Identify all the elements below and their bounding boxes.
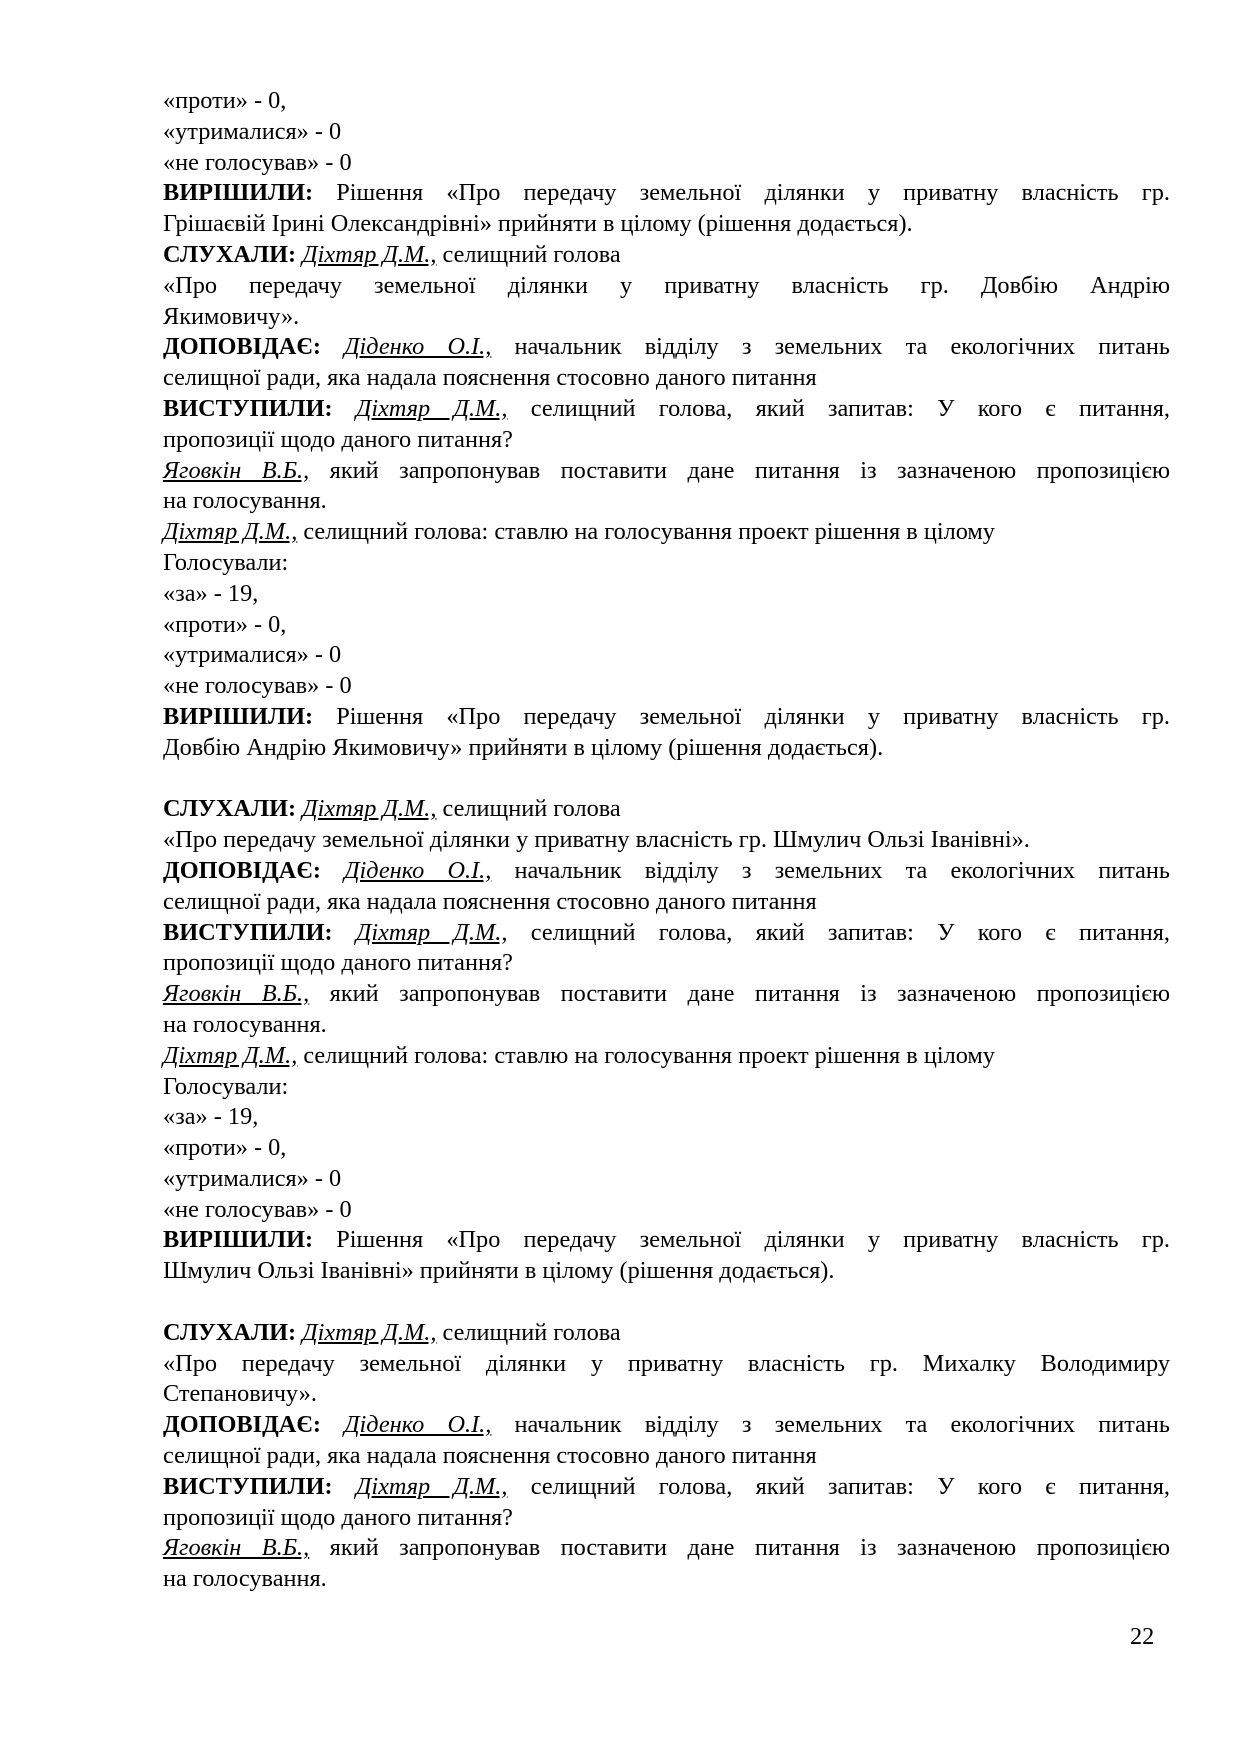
speaker-role: селищний голова: [436, 1318, 621, 1346]
decision-label: ВИРІШИЛИ:: [163, 179, 314, 207]
vote-against: «проти» - 0,: [163, 1134, 287, 1162]
reports-line: [163, 856, 1170, 887]
decision-line: [163, 178, 1170, 209]
spoke-line: [163, 1472, 1170, 1503]
speaker-name: Діхтяр Д.М.,: [302, 1318, 437, 1346]
proposal-text: який запропонував поставити дане питання із зазначеною пропозицією: [309, 1534, 1170, 1562]
decision-line: [163, 702, 1170, 733]
decision-text: Рішення «Про передачу земельної ділянки у приватну власність гр.: [313, 1226, 1170, 1254]
reporter-name: Діденко О.І.,: [344, 1411, 492, 1439]
vote-against: «проти» - 0,: [163, 610, 287, 638]
reports-label: ДОПОВІДАЄ:: [163, 1411, 321, 1439]
heard-line: [163, 240, 1170, 271]
proposal-line: [163, 1533, 1170, 1564]
decision-text-continued: Шмулич Ользі Іванівні» прийняти в цілому (рішення додається).: [163, 1257, 835, 1285]
speaker-role: селищний голова: [436, 795, 621, 823]
document-body: [163, 86, 1170, 1595]
speaker-question: селищний голова, який запитав: У кого є питання,: [507, 394, 1170, 422]
speaker-question-continued: пропозиції щодо даного питання?: [163, 1503, 513, 1531]
put-to-vote-line: [163, 517, 1170, 548]
proposal-text-continued: на голосування.: [163, 1565, 327, 1593]
vote-abstained: «утрималися» - 0: [163, 117, 342, 145]
speaker-name: Діхтяр Д.М.,: [302, 240, 437, 268]
decision-label: ВИРІШИЛИ:: [163, 702, 314, 730]
reporter-role: начальник відділу з земельних та екологічних питань: [491, 1411, 1170, 1439]
topic-title: «Про передачу земельної ділянки у приватну власність гр. Шмулич Ользі Іванівні».: [163, 826, 1030, 854]
proposal-line: [163, 979, 1170, 1010]
decision-text: Рішення «Про передачу земельної ділянки у приватну власність гр.: [313, 702, 1170, 730]
speaker-question: селищний голова, який запитав: У кого є питання,: [507, 918, 1170, 946]
paragraph-gap: [163, 1287, 1170, 1318]
spoke-label: ВИСТУПИЛИ:: [163, 918, 333, 946]
reporter-role-continued: селищної ради, яка надала пояснення стосовно даного питання: [163, 1442, 817, 1470]
heard-line: [163, 1318, 1170, 1349]
reporter-name: Діденко О.І.,: [344, 856, 492, 884]
reporter-role-continued: селищної ради, яка надала пояснення стосовно даного питання: [163, 364, 817, 392]
spoke-line: [163, 394, 1170, 425]
speaker-question: селищний голова, який запитав: У кого є питання,: [507, 1472, 1170, 1500]
heard-label: СЛУХАЛИ:: [163, 240, 297, 268]
reporter-role: начальник відділу з земельних та екологічних питань: [491, 333, 1170, 361]
decision-text-continued: Довбію Андрію Якимовичу» прийняти в цілому (рішення додається).: [163, 733, 884, 761]
speaker-name: Діхтяр Д.М.,: [302, 795, 437, 823]
vote-not-voted: «не голосував» - 0: [163, 148, 352, 176]
reports-label: ДОПОВІДАЄ:: [163, 333, 321, 361]
proposal-text-continued: на голосування.: [163, 1010, 327, 1038]
reports-line: [163, 1410, 1170, 1441]
vote-abstained: «утрималися» - 0: [163, 641, 342, 669]
vote-not-voted: «не голосував» - 0: [163, 672, 352, 700]
heard-label: СЛУХАЛИ:: [163, 1318, 297, 1346]
vote-abstained: «утрималися» - 0: [163, 1164, 342, 1192]
reports-label: ДОПОВІДАЄ:: [163, 856, 321, 884]
put-to-vote-line: [163, 1041, 1170, 1072]
put-to-vote-text: селищний голова: ставлю на голосування проект рішення в цілому: [297, 518, 995, 546]
proposer-name: Яговкін В.Б.,: [163, 456, 310, 484]
voted-heading: Голосували:: [163, 548, 289, 576]
proposal-text: який запропонував поставити дане питання із зазначеною пропозицією: [309, 980, 1170, 1008]
spoke-line: [163, 918, 1170, 949]
speaker-question-continued: пропозиції щодо даного питання?: [163, 425, 513, 453]
speaker-name: Діхтяр Д.М.,: [163, 518, 298, 546]
topic-title: «Про передачу земельної ділянки у приватну власність гр. Михалку Володимиру: [163, 1349, 1170, 1377]
speaker-name: Діхтяр Д.М.,: [163, 1041, 298, 1069]
proposal-text: який запропонував поставити дане питання із зазначеною пропозицією: [309, 456, 1170, 484]
proposer-name: Яговкін В.Б.,: [163, 980, 310, 1008]
topic-title-continued: Степановичу».: [163, 1380, 317, 1408]
reporter-role: начальник відділу з земельних та екологічних питань: [491, 856, 1170, 884]
decision-label: ВИРІШИЛИ:: [163, 1226, 314, 1254]
vote-against: «проти» - 0,: [163, 87, 287, 114]
voted-heading: Голосували:: [163, 1072, 289, 1100]
vote-not-voted: «не голосував» - 0: [163, 1195, 352, 1223]
reporter-name: Діденко О.І.,: [344, 333, 492, 361]
topic-title-continued: Якимовичу».: [163, 302, 300, 330]
paragraph-gap: [163, 764, 1170, 795]
proposal-line: [163, 456, 1170, 487]
decision-text-continued: Грішаєвій Ірині Олександрівні» прийняти в цілому (рішення додається).: [163, 210, 913, 238]
decision-text: Рішення «Про передачу земельної ділянки у приватну власність гр.: [313, 179, 1170, 207]
reporter-role-continued: селищної ради, яка надала пояснення стосовно даного питання: [163, 887, 817, 915]
page-number: 22: [1130, 1623, 1155, 1650]
vote-for: «за» - 19,: [163, 579, 259, 607]
proposer-name: Яговкін В.Б.,: [163, 1534, 310, 1562]
heard-line: [163, 794, 1170, 825]
heard-label: СЛУХАЛИ:: [163, 795, 297, 823]
decision-line: [163, 1225, 1170, 1256]
spoke-label: ВИСТУПИЛИ:: [163, 394, 333, 422]
speaker-role: селищний голова: [436, 240, 621, 268]
proposal-text-continued: на голосування.: [163, 487, 327, 515]
reports-line: [163, 332, 1170, 363]
vote-for: «за» - 19,: [163, 1103, 259, 1131]
speaker-question-continued: пропозиції щодо даного питання?: [163, 949, 513, 977]
speaker-name: Діхтяр Д.М.,: [355, 918, 508, 946]
put-to-vote-text: селищний голова: ставлю на голосування проект рішення в цілому: [297, 1041, 995, 1069]
spoke-label: ВИСТУПИЛИ:: [163, 1472, 333, 1500]
topic-title: «Про передачу земельної ділянки у приватну власність гр. Довбію Андрію: [163, 271, 1170, 299]
speaker-name: Діхтяр Д.М.,: [355, 1472, 508, 1500]
speaker-name: Діхтяр Д.М.,: [355, 394, 508, 422]
